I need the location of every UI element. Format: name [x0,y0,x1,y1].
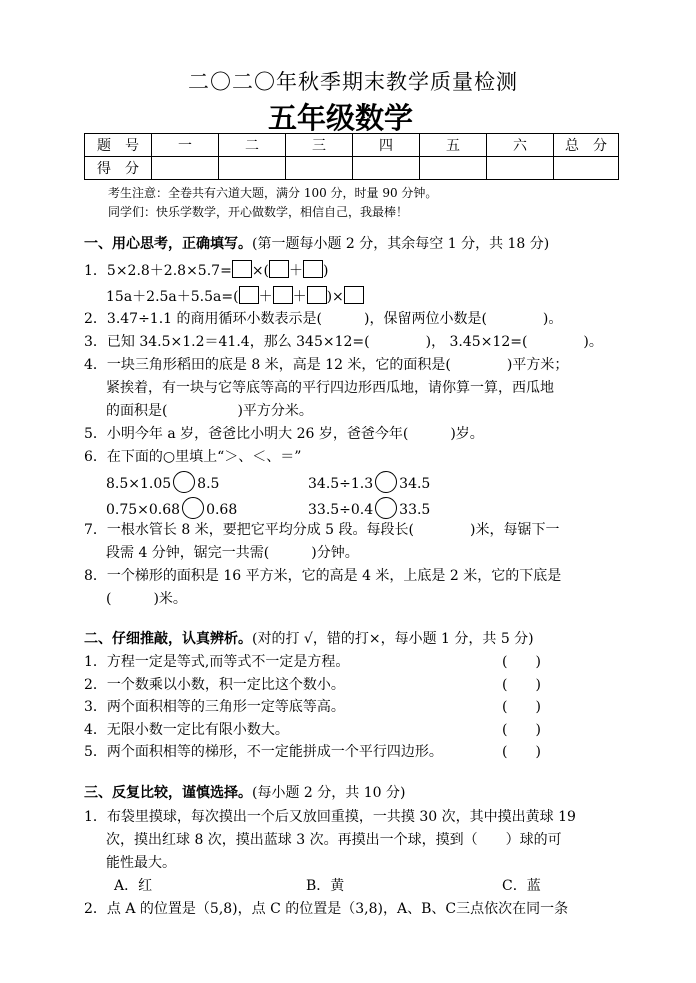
answer-parentheses[interactable]: ( ) [502,722,541,738]
answer-box[interactable] [307,286,327,304]
compare-4 [308,497,430,519]
section-desc: (对的打 √，错的打×，每小题 1 分，共 5 分) [252,631,534,647]
compare-right: 33.5 [399,502,431,518]
question-6: 6．在下面的○里填上“＞、＜、＝” [84,449,302,465]
answer-box[interactable] [303,260,323,278]
score-cell[interactable] [554,157,619,180]
choice-question-1: 1．布袋里摸球，每次摸出一个后又放回重摸，一共摸 30 次，其中摸出黄球 19 [84,809,576,825]
operator: ×( [251,263,270,279]
judge-item-4: 4．无限小数一定比有限小数大。 [84,722,289,738]
table-cell: 五 [420,134,487,157]
judge-item-5: 5．两个面积相等的梯形，不一定能拼成一个平行四边形。 [84,744,443,760]
question-8: 8．一个梯形的面积是 16 平方米，它的高是 4 米，上底是 2 米，它的下底是 [84,568,562,584]
question-7-cont: 段需 4 分钟，锯完一共需( )分钟。 [106,545,359,561]
section-desc: (第一题每小题 2 分，其余每空 1 分，共 18 分) [252,236,550,252]
operator: ＋ [289,263,304,279]
question-1b [106,286,364,306]
exam-title: 二〇二〇年秋季期末教学质量检测 [188,70,518,94]
score-table [84,133,619,180]
section-2-heading [84,628,534,648]
answer-box[interactable] [344,286,364,304]
answer-parentheses[interactable]: ( ) [502,654,541,670]
compare-left: 8.5×1.05 [106,476,172,492]
question-text: 1．5×2.8＋2.8×5.7= [84,263,232,279]
table-cell: 得 分 [85,157,152,180]
notice-text: 考生注意：全卷共有六道大题，满分 100 分，时量 90 分钟。 [108,186,438,200]
option-a[interactable]: A．红 [114,878,153,894]
table-cell: 一 [152,134,219,157]
compare-2 [308,471,430,493]
score-cell[interactable] [286,157,353,180]
question-7: 7．一根水管长 8 米，要把它平均分成 5 段。每段长( )米，每锯下一 [84,522,560,538]
score-cell[interactable] [219,157,286,180]
compare-right: 34.5 [399,476,431,492]
subject-title: 五年级数学 [268,101,414,135]
score-cell[interactable] [487,157,554,180]
choice-question-2: 2．点 A 的位置是（5,8)，点 C 的位置是（3,8)，A、B、C三点依次在同一条 [84,901,569,917]
table-cell: 四 [353,134,420,157]
section-desc: (每小题 2 分，共 10 分) [252,785,406,801]
question-5: 5．小明今年 a 岁，爸爸比小明大 26 岁，爸爸今年( )岁。 [84,426,484,442]
answer-parentheses[interactable]: ( ) [502,677,541,693]
score-cell[interactable] [353,157,420,180]
answer-parentheses[interactable]: ( ) [502,744,541,760]
compare-left: 33.5÷0.4 [308,502,374,518]
table-cell: 六 [487,134,554,157]
answer-box[interactable] [239,286,259,304]
question-4-cont: 紧挨着，有一块与它等底等高的平行四边形西瓜地，请你算一算，西瓜地 [106,380,554,396]
operator: ) [323,263,329,279]
compare-circle[interactable] [375,497,397,519]
compare-left: 0.75×0.68 [106,502,181,518]
operator: )× [326,289,344,305]
judge-item-1: 1．方程一定是等式,而等式不一定是方程。 [84,654,350,670]
compare-3 [106,497,237,519]
judge-item-3: 3．两个面积相等的三角形一定等底等高。 [84,699,345,715]
table-cell: 三 [286,134,353,157]
compare-circle[interactable] [375,471,397,493]
compare-right: 8.5 [197,476,220,492]
question-4: 4．一块三角形稻田的底是 8 米，高是 12 米，它的面积是( )平方米； [84,357,569,373]
score-cell[interactable] [420,157,487,180]
judge-item-2: 2．一个数乘以小数，积一定比这个数小。 [84,677,345,693]
question-text: 15a＋2.5a＋5.5a=( [106,289,239,305]
question-8-cont: ( )米。 [106,591,187,607]
choice-question-1-cont: 次，摸出红球 8 次，摸出蓝球 3 次。再摸出一个球，摸到（ ）球的可 [106,832,562,848]
question-4-cont: 的面积是( )平方分米。 [106,403,313,419]
table-cell: 题 号 [85,134,152,157]
section-1-heading [84,233,549,253]
section-3-heading [84,782,405,802]
question-3: 3．已知 34.5×1.2＝41.4，那么 345×12=( )， 3.45×12=( )。 [84,334,603,350]
answer-box[interactable] [273,286,293,304]
compare-left: 34.5÷1.3 [308,476,374,492]
question-2: 2．3.47÷1.1 的商用循环小数表示是( )，保留两位小数是( )。 [84,311,563,327]
score-table-header-row [85,134,619,157]
option-c[interactable]: C．蓝 [502,878,541,894]
option-b[interactable]: B．黄 [306,878,345,894]
section-title: 三、反复比较，谨慎选择。 [84,785,252,801]
compare-right: 0.68 [206,502,238,518]
encouragement-text: 同学们：快乐学数学，开心做数学，相信自己，我最棒！ [108,205,409,219]
operator: ＋ [258,289,273,305]
answer-parentheses[interactable]: ( ) [502,699,541,715]
operator: ＋ [292,289,307,305]
compare-1 [106,471,219,493]
score-cell[interactable] [152,157,219,180]
question-1a [84,260,328,280]
table-cell: 总 分 [554,134,619,157]
section-title: 一、用心思考，正确填写。 [84,236,252,252]
section-title: 二、仔细推敲，认真辨析。 [84,631,252,647]
table-cell: 二 [219,134,286,157]
compare-circle[interactable] [173,471,195,493]
compare-circle[interactable] [182,497,204,519]
answer-box[interactable] [232,260,252,278]
answer-box[interactable] [269,260,289,278]
choice-question-1-cont: 能性最大。 [106,855,176,871]
score-table-score-row [85,157,619,180]
